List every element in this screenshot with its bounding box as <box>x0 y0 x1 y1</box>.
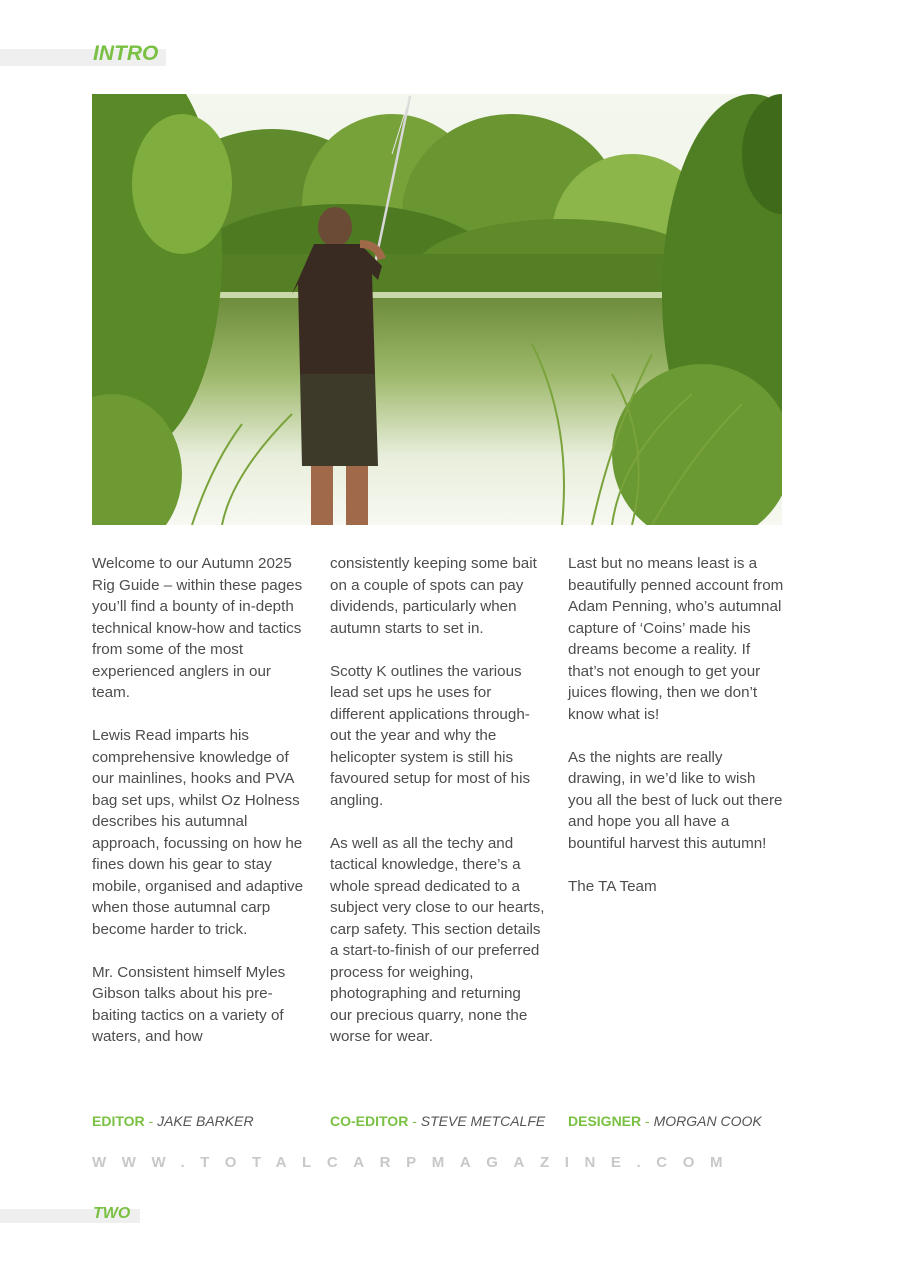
credit-role: DESIGNER <box>568 1113 642 1129</box>
paragraph: Mr. Consistent himself Myles Gibson talks about his pre-baiting tactics on a variety of waters, and how <box>92 963 286 1045</box>
credit-separator: - <box>641 1113 654 1129</box>
page-number: TWO <box>93 1205 131 1222</box>
credit-separator: - <box>408 1113 421 1129</box>
text-column-2 <box>330 553 546 1069</box>
credit-name: JAKE BARKER <box>157 1113 254 1129</box>
paragraph: Welcome to our Autumn 2025 Rig Guide – within these pages you’ll find a bounty of in-depth technical know-how and tactics from some of the most experienced anglers in our team. <box>92 555 303 701</box>
signature-line: The TA Team <box>568 877 657 895</box>
paragraph: Scotty K outlines the various lead set ups he uses for different applications through-out the year and why the helicopter system is still his favoured setup for most of his angling. <box>330 662 531 809</box>
paragraph: consistently keeping some bait on a couple of spots can pay dividends, particularly when autumn starts to set in. <box>330 555 537 637</box>
credit-name: MORGAN COOK <box>653 1113 762 1129</box>
paragraph: As well as all the techy and tactical knowledge, there’s a whole spread dedicated to a subject very close to our hearts, carp safety. This section details a start-to-finish of our preferred process for weighing, photographing and returning our precious quarry, none the worse for wear. <box>330 834 545 1045</box>
credit-role: CO-EDITOR <box>330 1113 409 1129</box>
credit-designer <box>568 1113 762 1129</box>
text-column-1 <box>92 553 308 1069</box>
hero-photo <box>92 94 782 525</box>
credit-name: STEVE METCALFE <box>420 1113 546 1129</box>
paragraph: As the nights are really drawing, in we’d like to wish you all the best of luck out there and hope you all have a bountiful harvest this autumn! <box>568 748 783 852</box>
credit-coeditor <box>330 1113 545 1129</box>
text-column-3 <box>568 553 784 919</box>
credit-editor <box>92 1113 254 1129</box>
paragraph: Last but no means least is a beautifully penned account from Adam Penning, who’s autumnal capture of ‘Coins’ made his dreams become a reality. If that’s not enough to get your juices flowing, then we don’t know what is! <box>568 555 784 723</box>
credit-role: EDITOR <box>92 1113 145 1129</box>
paragraph: Lewis Read imparts his comprehensive knowledge of our mainlines, hooks and PVA bag set ups, whilst Oz Holness describes his autumnal approach, focussing on how he fines down his gear to stay mobile, organised and adaptive when those autumnal carp become harder to trick. <box>92 727 304 938</box>
section-label: INTRO <box>93 42 159 65</box>
website-url: WWW.TOTALCARPMAGAZINE.COM <box>92 1154 739 1171</box>
credit-separator: - <box>144 1113 158 1129</box>
